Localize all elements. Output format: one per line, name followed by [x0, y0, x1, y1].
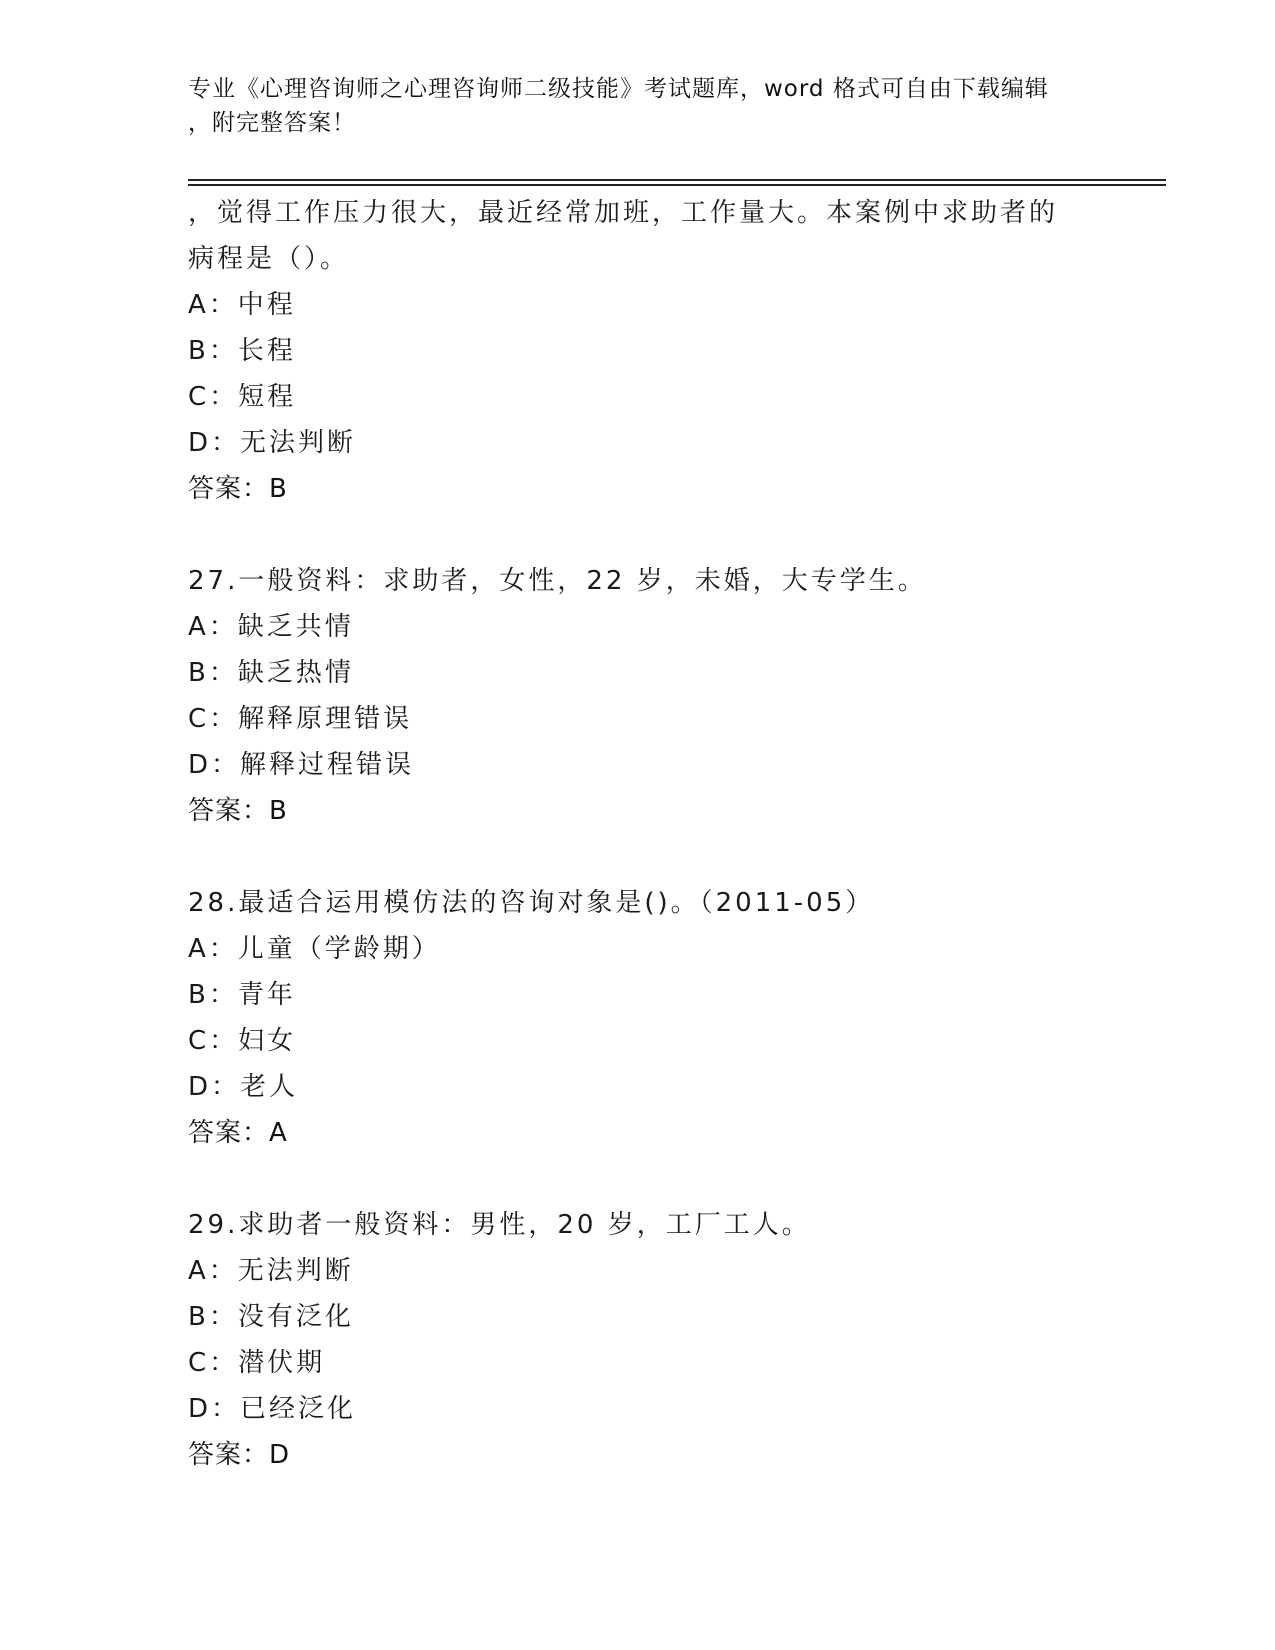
question-stem: 29.求助者一般资料：男性，20 岁，工厂工人。 [188, 1210, 811, 1240]
header-divider-top [188, 179, 1166, 181]
answer-line: 答案：B [188, 474, 288, 504]
question-28 [188, 880, 1148, 1156]
answer-line: 答案：B [188, 796, 288, 826]
question-list [188, 190, 1148, 1478]
option-a: A：中程 [188, 290, 296, 320]
spacer [188, 1156, 1148, 1202]
header-title-line2: ，附完整答案！ [188, 110, 356, 136]
option-a: A：无法判断 [188, 1256, 354, 1286]
question-stem-line: 病程是（）。 [188, 244, 350, 274]
question-29 [188, 1202, 1148, 1478]
option-c: C：潜伏期 [188, 1348, 326, 1378]
option-b: B：长程 [188, 336, 296, 366]
answer-line: 答案：A [188, 1118, 288, 1148]
header-divider-bottom [188, 184, 1166, 186]
option-d: D：已经泛化 [188, 1394, 357, 1424]
option-d: D：无法判断 [188, 428, 357, 458]
option-c: C：短程 [188, 382, 297, 412]
option-b: B：缺乏热情 [188, 658, 354, 688]
option-c: C：妇女 [188, 1026, 297, 1056]
option-a: A：缺乏共情 [188, 612, 354, 642]
question-stem-line: ，觉得工作压力很大，最近经常加班，工作量大。本案例中求助者的 [188, 198, 1059, 228]
option-c: C：解释原理错误 [188, 704, 413, 734]
question-26-continued [188, 190, 1148, 512]
spacer [188, 512, 1148, 558]
spacer [188, 834, 1148, 880]
header-title-line1: 专业《心理咨询师之心理咨询师二级技能》考试题库，word 格式可自由下载编辑 [188, 76, 1049, 102]
document-header [188, 72, 1088, 140]
option-d: D：老人 [188, 1072, 299, 1102]
option-b: B：没有泛化 [188, 1302, 354, 1332]
question-stem: 28.最适合运用模仿法的咨询对象是()。（2011-05） [188, 888, 875, 918]
option-d: D：解释过程错误 [188, 750, 415, 780]
question-stem: 27.一般资料：求助者，女性，22 岁，未婚，大专学生。 [188, 566, 927, 596]
question-27 [188, 558, 1148, 834]
option-b: B：青年 [188, 980, 296, 1010]
option-a: A：儿童（学龄期） [188, 934, 441, 964]
answer-line: 答案：D [188, 1440, 291, 1470]
